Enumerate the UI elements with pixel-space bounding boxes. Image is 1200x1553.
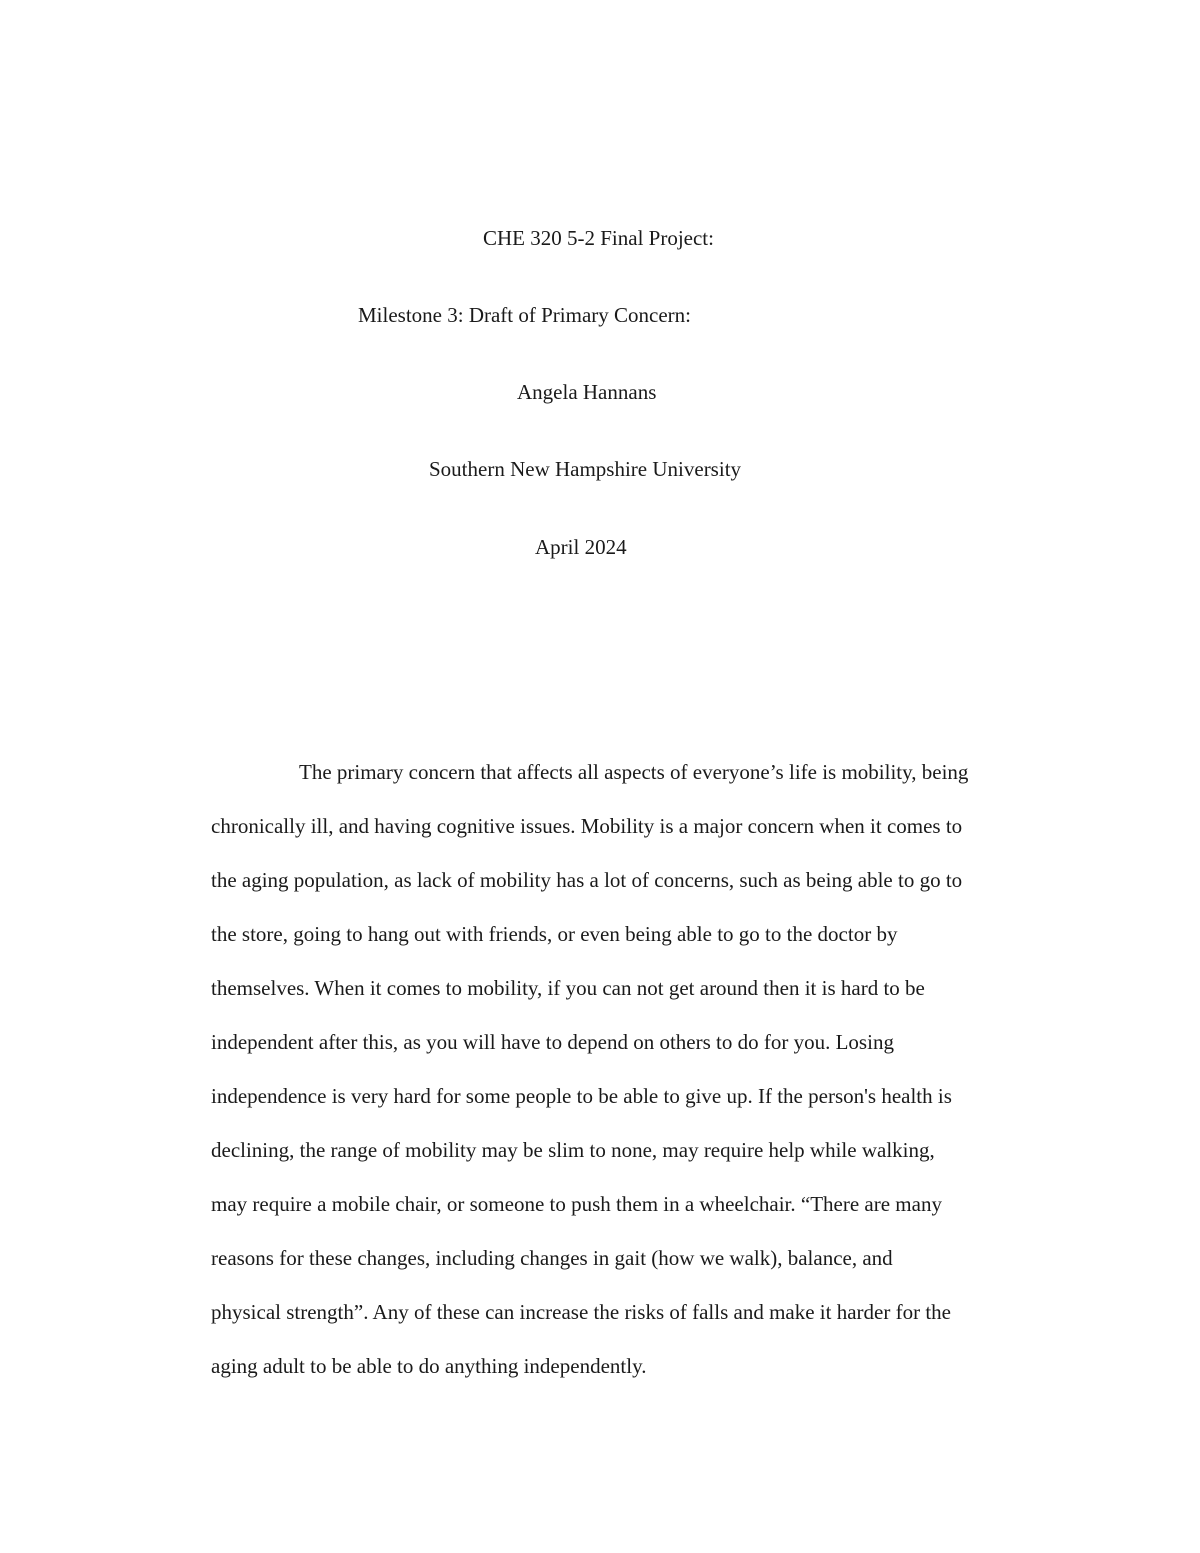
paragraph-line: independent after this, as you will have to depend on others to do for you. Losing xyxy=(211,1030,894,1054)
paragraph-line: declining, the range of mobility may be slim to none, may require help while walking, xyxy=(211,1138,935,1162)
paragraph-line: aging adult to be able to do anything independently. xyxy=(211,1354,647,1378)
paragraph-line: the aging population, as lack of mobility has a lot of concerns, such as being able to go to xyxy=(211,868,963,892)
paragraph-line: physical strength”. Any of these can increase the risks of falls and make it harder for the xyxy=(211,1300,951,1324)
author-name: Angela Hannans xyxy=(517,380,657,404)
paragraph-line: reasons for these changes, including changes in gait (how we walk), balance, and xyxy=(211,1246,893,1270)
paragraph-line: may require a mobile chair, or someone to push them in a wheelchair. “There are many xyxy=(211,1192,942,1216)
paragraph-line: chronically ill, and having cognitive issues. Mobility is a major concern when it comes to xyxy=(211,814,963,838)
milestone-title: Milestone 3: Draft of Primary Concern: xyxy=(358,303,692,327)
paragraph-line: themselves. When it comes to mobility, if you can not get around then it is hard to be xyxy=(211,976,925,1000)
course-title: CHE 320 5-2 Final Project: xyxy=(483,226,714,250)
paragraph-line: independence is very hard for some people to be able to give up. If the person's health is xyxy=(211,1084,952,1108)
institution-name: Southern New Hampshire University xyxy=(429,457,742,481)
paragraph-line: the store, going to hang out with friends, or even being able to go to the doctor by xyxy=(211,922,898,946)
document-date: April 2024 xyxy=(535,535,627,559)
paragraph-line: The primary concern that affects all aspects of everyone’s life is mobility, being xyxy=(299,760,969,784)
